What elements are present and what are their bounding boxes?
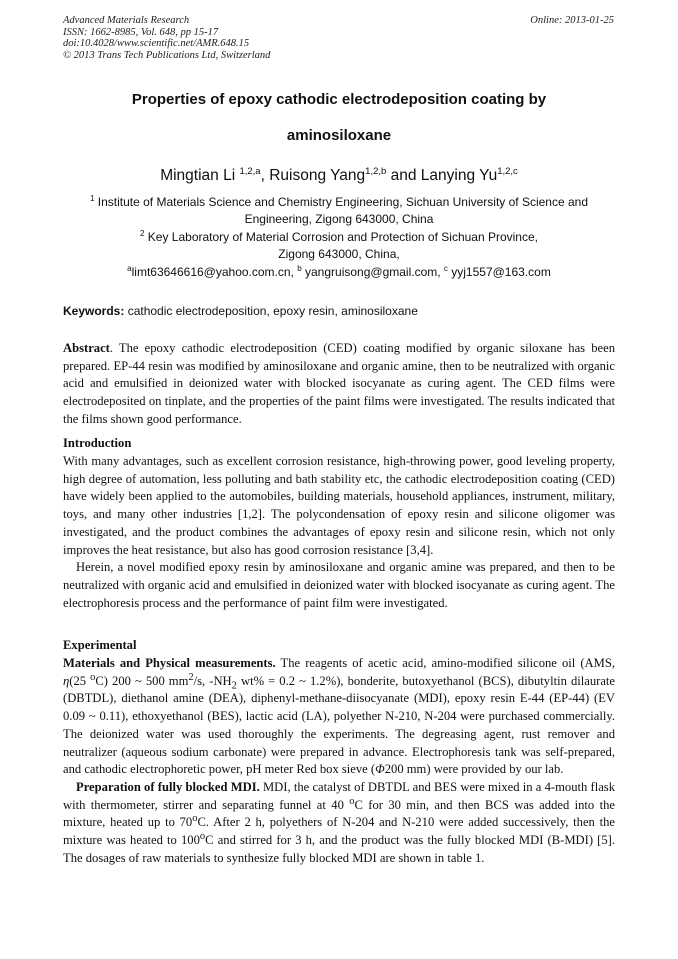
affiliation-2 [63,229,615,263]
introduction-paragraph-2: Herein, a novel modified epoxy resin by aminosiloxane and organic amine was prepared, and then to be neutralized with organic acid and emulsified in deionized water with blocked isocyanate as curing agent. The electrophoresis process and the performance of paint film were investigated. [63,560,615,610]
author-2: , Ruisong Yang [260,167,366,184]
author-3: and Lanying Yu [386,167,498,184]
keywords-label: Keywords: [63,304,125,318]
preparation-paragraph: Preparation of fully blocked MDI. MDI, the catalyst of DBTDL and BES were mixed in a 4-mouth flask with thermometer, stirrer and separating funnel at 40 $^o$C for 30 min, and then BCS was added into the mixture, heated up to 70$^o$C. After 2 h, polyethers of N-204 and N-210 were added successively, then the mixture was heated to 100$^o$C and stirred for 3 h, and the product was the fully blocked MDI (B-MDI) [5]. The dosages of raw materials to synthesize fully blocked MDI are shown in table 1. [63,779,616,865]
email-a[interactable]: limt63646616@yahoo.com.cn, [131,265,298,279]
introduction-body [63,453,615,612]
affiliation-2-line1: Key Laboratory of Material Corrosion and Protection of Sichuan Province, [144,230,538,244]
preparation-label: Preparation of fully blocked MDI. [76,779,260,794]
materials-paragraph: Materials and Physical measurements. The reagents of acetic acid, amino-modified silicone oil (AMS, η(25 $^o$C) 200 ~ 500 $mm^2/s$, $-NH_2$ wt% = 0.2 ~ 1.2%), bonderite, butoxyethanol (BCS), dibutyltin dilaurate (DBTDL), diethanol amine (DEA), diphenyl-methane-diisocyanate (MDI), epoxy resin E-44 (EP-44) (EV 0.09 ~ 0.11), ethoxyethanol (BES), lactic acid (LA), polyether N-210, N-204 were purchased commercially. The deionized water was used thoroughly the experiments. The degreasing agent, rust remover and neutralizer (aqueous sodium carbonate) were prepared in advance. Electrophoresis tank was self-prepared, and cathodic electrophoretic power, pH meter Red box sieve (Φ200 mm) were provided by our lab. [63,656,615,777]
online-date: Online: 2013-01-25 [530,15,614,26]
email-c[interactable]: yyj1557@163.com [447,265,551,279]
author-list [63,167,615,185]
affiliation-1 [63,194,615,228]
keywords-text: cathodic electrodeposition, epoxy resin, aminosiloxane [124,304,418,318]
email-line: $^a$limt63646616@yahoo.com.cn, $^b$ yangruisong@gmail.com, $^c$ yyj1557@163.com [127,264,551,279]
copyright-line: © 2013 Trans Tech Publications Ltd, Switzerland [63,49,271,61]
author-3-affil: 1,2,c [497,165,518,177]
email-b[interactable]: yangruisong@gmail.com, [301,265,444,279]
affiliation-1-mark: 1 [89,194,95,203]
issn-line: ISSN: 1662-8985, Vol. 648, pp 15-17 [63,26,219,38]
experimental-body [63,655,615,867]
author-1-affil: 1,2,a [239,165,261,177]
author-2-affil: 1,2,b [365,165,387,177]
materials-label: Materials and Physical measurements. [63,656,276,670]
affiliation-1-line1: Institute of Materials Science and Chemistry Engineering, Sichuan University of Science and [94,195,589,209]
keywords [63,304,418,318]
abstract-text: . The epoxy cathodic electrodeposition (CED) coating modified by organic siloxane has been prepared. EP-44 resin was modified by aminosiloxane and organic amine, then to be neutralized with organic acid and emulsified in deionized water with blocked isocyanate as curing agent. The CED films were electrodeposited on tinplate, and the properties of the paint films were investigated. The results indicated that the films shown good performance. [63,341,615,426]
paper-title-line2: aminosiloxane [286,127,392,144]
abstract [63,340,615,429]
affiliation-1-line2: Engineering, Zigong 643000, China [244,212,434,226]
introduction-paragraph-1: With many advantages, such as excellent corrosion resistance, high-throwing power, good leveling property, high degree of automation, less polluting and bath stability etc, the cathodic electrodeposition coating (CED) have widely been applied to the automobiles, building materials, household appliances, instrument, military, toys, and many other industries [1,2]. The polycondensation of epoxy resin and silicone oligomer was investigated, and the product combines the advantages of epoxy resin and silicone resin, which not only improves the heat resistance, but also has good corrosion resistance [3,4]. [63,454,615,557]
experimental-heading: Experimental [63,638,137,652]
journal-header [63,15,270,61]
paper-title-line1: Properties of epoxy cathodic electrodeposition coating by [131,91,547,108]
doi-line[interactable]: doi:10.4028/www.scientific.net/AMR.648.15 [63,38,250,49]
introduction-heading: Introduction [63,436,132,450]
abstract-label: Abstract [63,341,110,355]
affiliation-2-mark: 2 [140,229,145,238]
author-1: Mingtian Li [160,167,240,184]
journal-name: Advanced Materials Research [63,15,190,26]
affiliation-2-line2: Zigong 643000, China, [278,247,400,261]
